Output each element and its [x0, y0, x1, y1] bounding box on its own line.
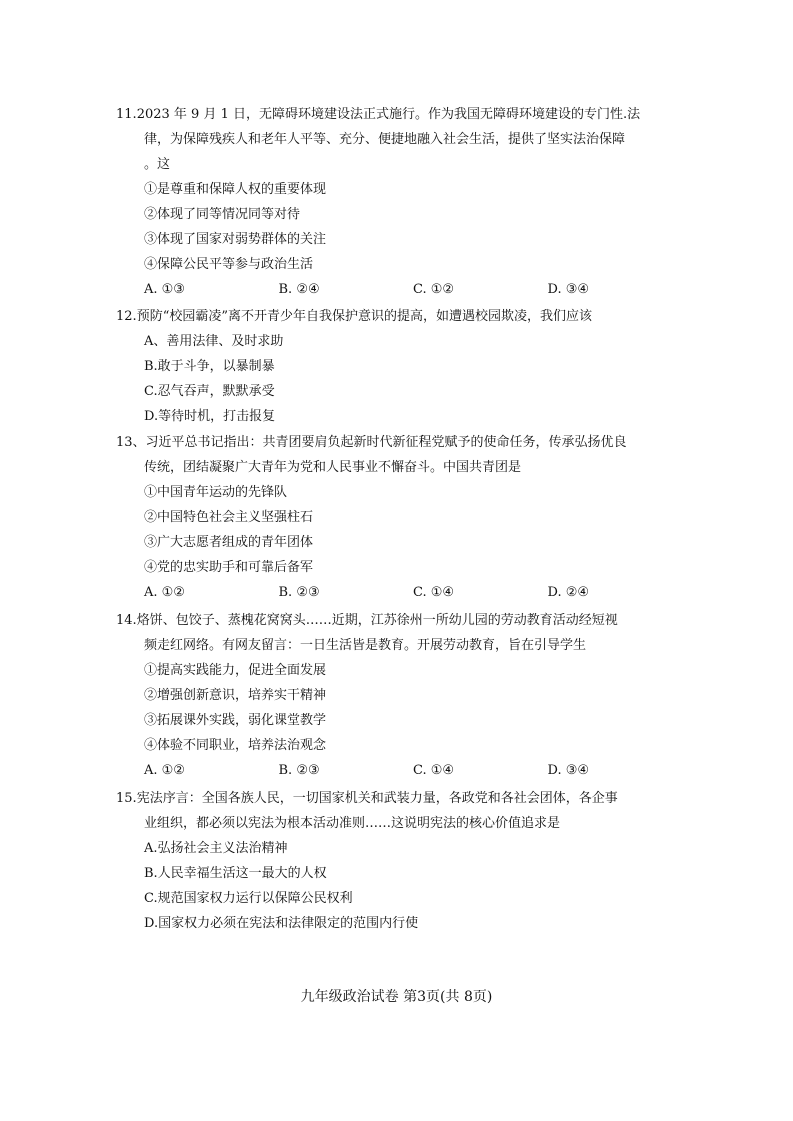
option-a: A.弘扬社会主义法治精神 — [144, 841, 288, 856]
option-c: C. ①④ — [413, 585, 455, 600]
option-b: B.敢于斗争，以暴制暴 — [144, 359, 275, 374]
question-stem-line — [116, 304, 682, 329]
stem-text: 习近平总书记指出：共青团要肩负起新时代新征程党赋予的使命任务，传承弘扬优良 — [145, 435, 627, 450]
question-stem-line: 。这 — [144, 157, 171, 172]
question-number: 13、 — [116, 435, 146, 450]
statement: ③广大志愿者组成的青年团体 — [144, 535, 314, 550]
option-a: A. ①③ — [144, 282, 185, 297]
statement: ④保障公民平等参与政治生活 — [144, 257, 314, 272]
question-stem-line: 律，为保障残疾人和老年人平等、充分、便捷地融入社会生活，提供了坚实法治保障 — [144, 132, 626, 147]
stem-text: 2023 年 9 月 1 日，无障碍环境建设法正式施行。作为我国无障碍环境建设的专门性.法 — [136, 107, 641, 122]
options-row — [116, 277, 682, 302]
question-11 — [116, 102, 682, 302]
statement: ②体现了同等情况同等对待 — [144, 207, 301, 222]
question-12 — [116, 304, 682, 429]
question-number: 15. — [116, 791, 137, 806]
option-b: B. ②③ — [278, 763, 320, 778]
statement: ③拓展课外实践，弱化课堂教学 — [144, 713, 327, 728]
page-footer: 九年级政治试卷 第3页(共 8页) — [300, 989, 493, 1005]
option-c: C. ①② — [413, 282, 455, 297]
option-d: D. ③④ — [547, 763, 590, 778]
stem-text: 预防“校园霸凌”离不开青少年自我保护意识的提高，如遭遇校园欺凌，我们应该 — [136, 309, 592, 324]
statement: ③体现了国家对弱势群体的关注 — [144, 232, 327, 247]
statement: ①是尊重和保障人权的重要体现 — [144, 182, 327, 197]
question-stem-line — [116, 608, 682, 633]
options-row — [116, 580, 682, 605]
option-b: B. ②③ — [278, 585, 320, 600]
option-d: D. ②④ — [547, 585, 590, 600]
option-b: B.人民幸福生活这一最大的人权 — [144, 866, 327, 881]
question-stem-line — [116, 102, 682, 127]
option-d: D.等待时机，打击报复 — [144, 409, 276, 424]
question-number: 11. — [116, 107, 137, 122]
question-13 — [116, 430, 682, 605]
stem-text: 烙饼、包饺子、蒸槐花窝窝头……近期，江苏徐州一所幼儿园的劳动教育活动经短视 — [136, 613, 618, 628]
question-stem-line — [116, 786, 682, 811]
statement: ②中国特色社会主义坚强柱石 — [144, 510, 314, 525]
option-a: A. ①② — [144, 763, 185, 778]
option-c: C. ①④ — [413, 763, 455, 778]
question-stem-line: 频走红网络。有网友留言：一日生活皆是教育。开展劳动教育，旨在引导学生 — [144, 638, 587, 653]
question-stem-line: 传统，团结凝聚广大青年为党和人民事业不懈奋斗。中国共青团是 — [144, 460, 522, 475]
option-d: D.国家权力必须在宪法和法律限定的范围内行使 — [144, 916, 419, 931]
question-stem-line: 业组织，都必须以宪法为根本活动准则……这说明宪法的核心价值追求是 — [144, 816, 561, 831]
options-row — [116, 758, 682, 783]
question-14 — [116, 608, 682, 783]
statement: ①中国青年运动的先锋队 — [144, 485, 288, 500]
statement: ②增强创新意识，培养实干精神 — [144, 688, 327, 703]
statement: ④党的忠实助手和可靠后备军 — [144, 560, 314, 575]
option-a: A. ①② — [144, 585, 185, 600]
question-stem-line — [116, 430, 682, 455]
question-number: 12. — [116, 309, 137, 324]
statement: ①提高实践能力，促进全面发展 — [144, 663, 327, 678]
option-b: B. ②④ — [278, 282, 320, 297]
option-d: D. ③④ — [547, 282, 590, 297]
option-a: A、善用法律、及时求助 — [144, 334, 284, 349]
option-c: C.规范国家权力运行以保障公民权利 — [144, 891, 353, 906]
question-15 — [116, 786, 682, 936]
option-c: C.忍气吞声，默默承受 — [144, 384, 275, 399]
question-number: 14. — [116, 613, 137, 628]
stem-text: 宪法序言：全国各族人民，一切国家机关和武装力量，各政党和各社会团体，各企事 — [136, 791, 618, 806]
statement: ④体验不同职业，培养法治观念 — [144, 738, 327, 753]
